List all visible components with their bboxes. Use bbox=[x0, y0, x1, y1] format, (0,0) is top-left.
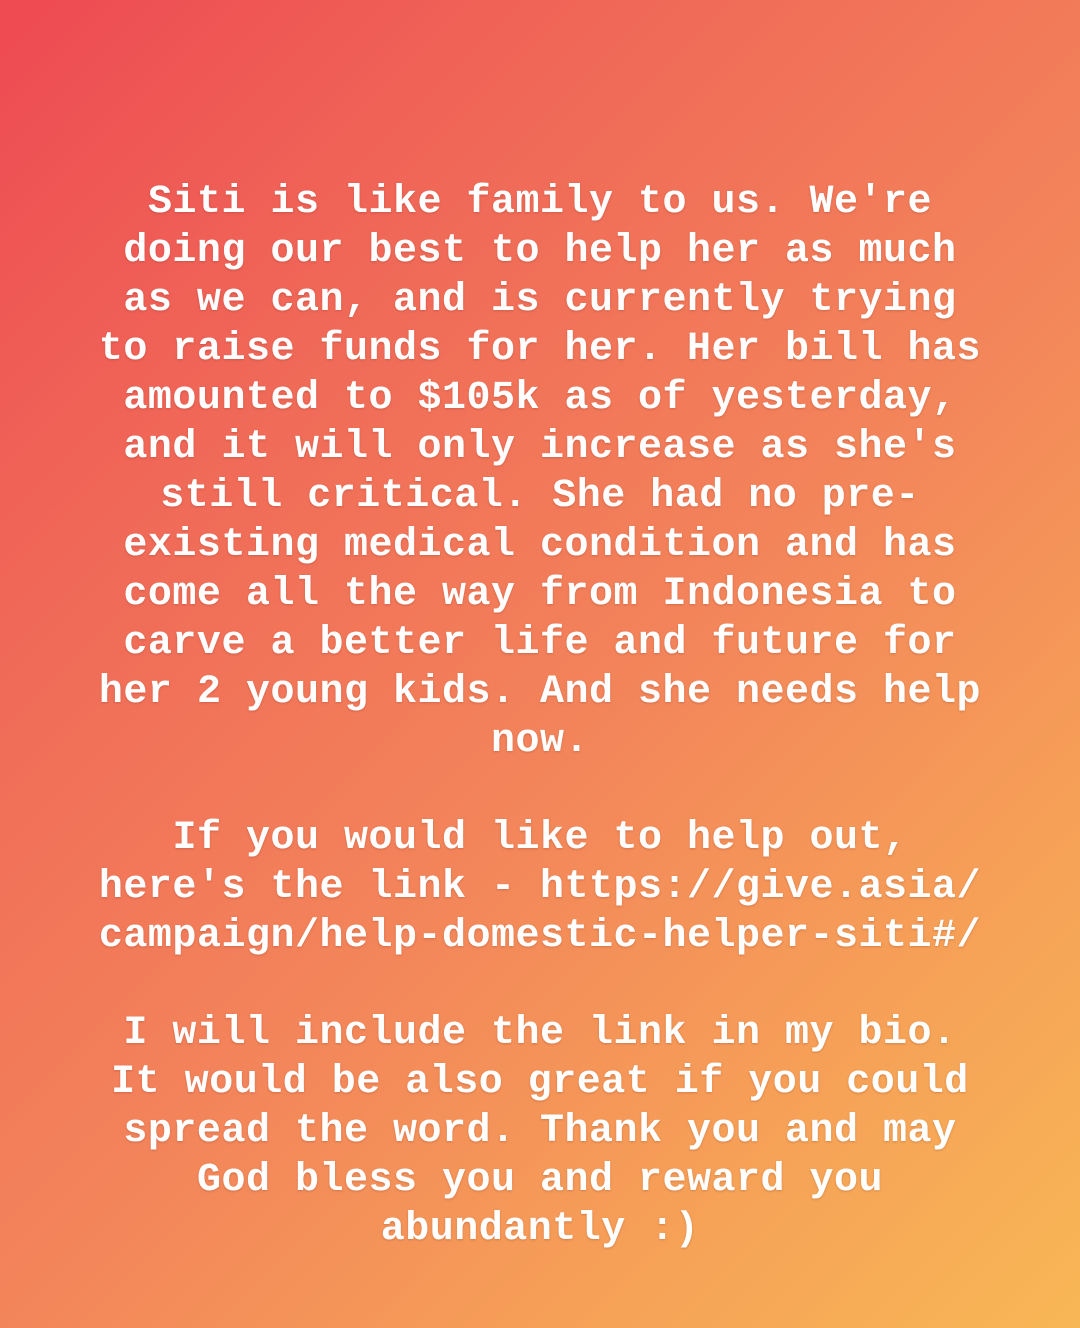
text-line: Siti is like family to us. We're bbox=[147, 180, 933, 225]
text-line: If you would like to help out, bbox=[172, 816, 908, 861]
text-line: I will include the link in my bio. bbox=[123, 1011, 957, 1056]
text-line: now. bbox=[490, 719, 589, 764]
story-text-block bbox=[50, 178, 1030, 1254]
text-line: God bless you and reward you bbox=[196, 1158, 884, 1203]
text-line: as we can, and is currently trying bbox=[123, 278, 957, 323]
text-line: spread the word. Thank you and may bbox=[123, 1109, 957, 1154]
story-paragraph-appeal bbox=[50, 178, 1030, 766]
text-line: come all the way from Indonesia to bbox=[123, 572, 957, 617]
text-line: her 2 young kids. And she needs help bbox=[98, 670, 982, 715]
story-paragraph-closing bbox=[50, 1009, 1030, 1254]
donation-link-line: campaign/help-domestic-helper-siti#/ bbox=[98, 914, 982, 959]
text-line: still critical. She had no pre- bbox=[160, 474, 920, 519]
story-paragraph-donation-link bbox=[50, 814, 1030, 961]
text-line: It would be also great if you could bbox=[111, 1060, 969, 1105]
text-line: carve a better life and future for bbox=[123, 621, 957, 666]
text-line: doing our best to help her as much bbox=[123, 229, 957, 274]
text-line: amounted to $105k as of yesterday, bbox=[123, 376, 957, 421]
text-line: abundantly :) bbox=[380, 1207, 700, 1252]
text-line: and it will only increase as she's bbox=[123, 425, 957, 470]
text-line: existing medical condition and has bbox=[123, 523, 957, 568]
text-line: to raise funds for her. Her bill has bbox=[98, 327, 982, 372]
donation-link-line: here's the link - https://give.asia/ bbox=[98, 865, 982, 910]
